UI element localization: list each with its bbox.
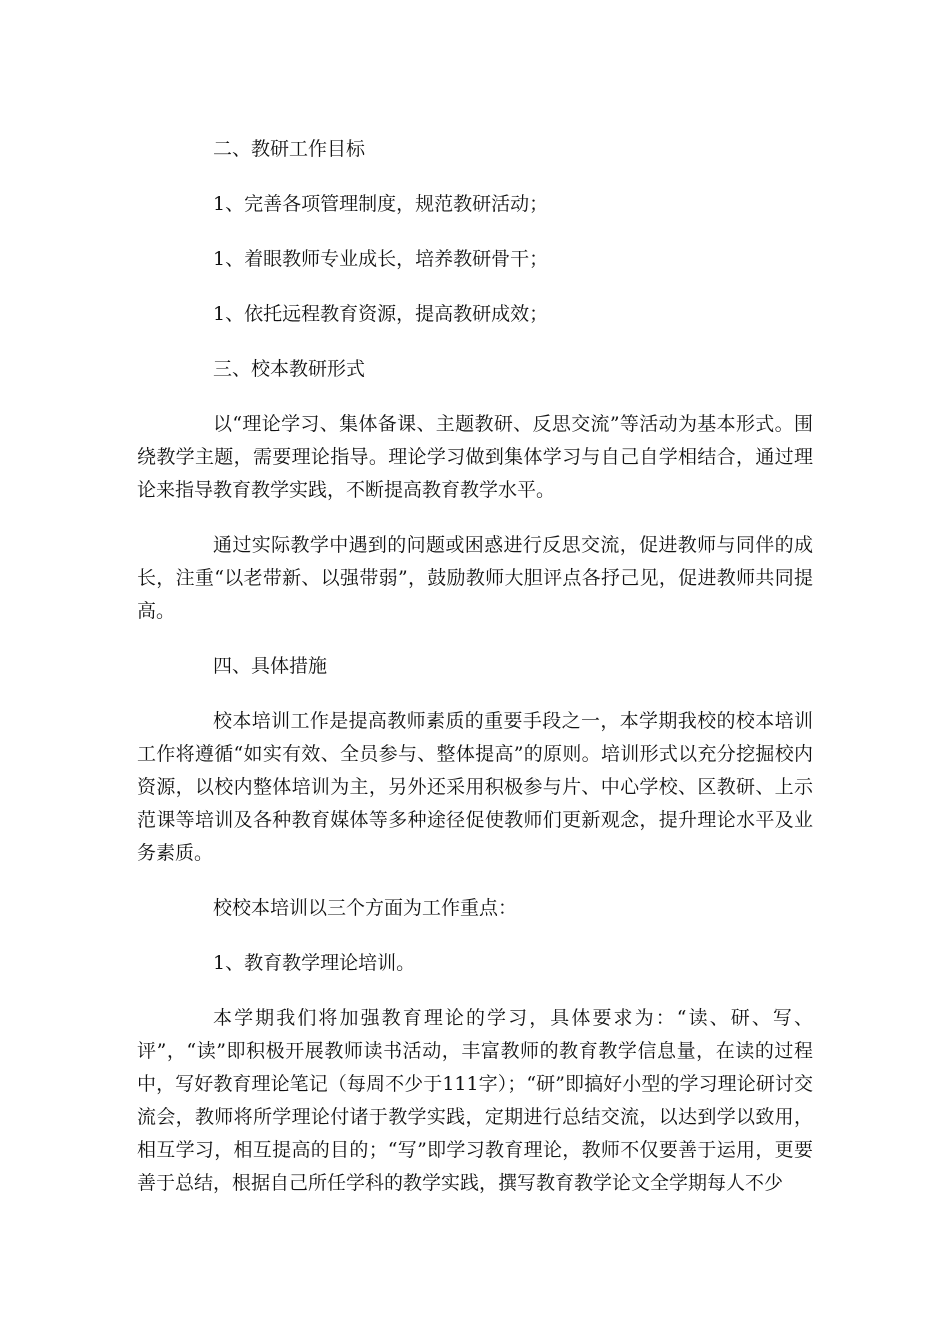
list-item: 1、完善各项管理制度，规范教研活动； bbox=[213, 193, 549, 215]
body-paragraph: 通过实际教学中遇到的问题或困惑进行反思交流，促进教师与同伴的成长，注重“以老带新、以强带弱”，鼓励教师大胆评点各抒己见，促进教师共同提高。 bbox=[137, 534, 813, 622]
section-heading-goals: 二、教研工作目标 bbox=[213, 138, 366, 160]
subheading: 1、教育教学理论培训。 bbox=[213, 952, 416, 974]
body-paragraph: 校本培训工作是提高教师素质的重要手段之一，本学期我校的校本培训工作将遵循“如实有效、全员参与、整体提高”的原则。培训形式以充分挖掘校内资源，以校内整体培训为主，另外还采用积极参与片、中心学校、区教研、上示范课等培训及各种教育媒体等多种途径促使教师们更新观念，提升理论水平及业务素质。 bbox=[137, 710, 813, 864]
section-heading-forms: 三、校本教研形式 bbox=[213, 358, 366, 380]
list-item: 1、依托远程教育资源，提高教研成效； bbox=[213, 303, 549, 325]
document-body bbox=[137, 133, 813, 1200]
body-paragraph: 本学期我们将加强教育理论的学习，具体要求为：“读、研、写、评”，“读”即积极开展教师读书活动，丰富教师的教育教学信息量，在读的过程中，写好教育理论笔记（每周不少于111字）；“研”即搞好小型的学习理论研讨交流会，教师将所学理论付诸于教学实践，定期进行总结交流，以达到学以致用，相互学习，相互提高的目的；“写”即学习教育理论，教师不仅要善于运用，更要善于总结，根据自己所任学科的教学实践，撰写教育教学论文全学期每人不少 bbox=[137, 1007, 813, 1194]
section-heading-measures: 四、具体措施 bbox=[213, 655, 328, 677]
body-paragraph: 校校本培训以三个方面为工作重点： bbox=[213, 897, 518, 919]
body-paragraph: 以“理论学习、集体备课、主题教研、反思交流”等活动为基本形式。围绕教学主题，需要理论指导。理论学习做到集体学习与自己自学相结合，通过理论来指导教育教学实践，不断提高教育教学水平。 bbox=[137, 413, 813, 501]
list-item: 1、着眼教师专业成长，培养教研骨干； bbox=[213, 248, 549, 270]
